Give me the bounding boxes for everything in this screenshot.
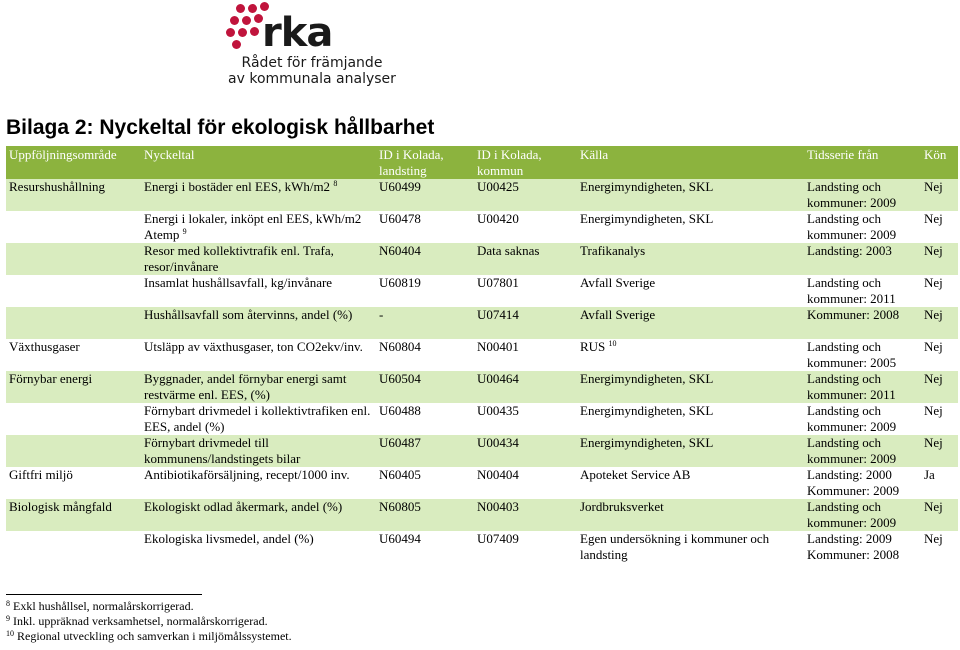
table-body	[6, 179, 958, 563]
cell-kpi: Antibiotikaförsäljning, recept/1000 inv.	[141, 467, 376, 499]
cell-id-landsting: N60405	[376, 467, 474, 499]
cell-gender: Nej	[921, 243, 958, 275]
cell-source: Apoteket Service AB	[577, 467, 804, 499]
cell-series: Landsting och kommuner: 2009	[804, 435, 921, 467]
cell-id-landsting: N60804	[376, 339, 474, 371]
cell-id-landsting: U60499	[376, 179, 474, 211]
cell-series: Landsting och kommuner: 2011	[804, 275, 921, 307]
table-row	[6, 531, 958, 563]
header-id-kommun: ID i Kolada, kommun	[474, 146, 577, 179]
header-gender: Kön	[921, 146, 958, 179]
cell-area	[6, 275, 141, 307]
cell-gender: Ja	[921, 467, 958, 499]
cell-kpi: Energi i lokaler, inköpt enl EES, kWh/m2 Atemp $^9$	[141, 211, 376, 243]
footnotes	[6, 599, 292, 644]
cell-gender: Nej	[921, 371, 958, 403]
cell-id-kommun: Data saknas	[474, 243, 577, 275]
cell-source: Jordbruksverket	[577, 499, 804, 531]
cell-source: RUS $^{10}$	[577, 339, 804, 371]
cell-kpi: Byggnader, andel förnybar energi samt restvärme enl. EES, (%)	[141, 371, 376, 403]
cell-id-kommun: U07414	[474, 307, 577, 339]
table-row	[6, 499, 958, 531]
header-id-landsting: ID i Kolada, landsting	[376, 146, 474, 179]
cell-series: Landsting och kommuner: 2005	[804, 339, 921, 371]
cell-series: Landsting och kommuner: 2009	[804, 499, 921, 531]
cell-area	[6, 211, 141, 243]
header-kpi: Nyckeltal	[141, 146, 376, 179]
page-title: Bilaga 2: Nyckeltal för ekologisk hållbarhet	[6, 116, 435, 139]
cell-id-kommun: U00425	[474, 179, 577, 211]
footnote-ref: 10	[608, 339, 617, 348]
cell-series: Landsting: 2000 Kommuner: 2009	[804, 467, 921, 499]
footnote: $^8$ Exkl hushållsel, normalårskorrigerad.	[6, 599, 194, 613]
cell-gender: Nej	[921, 275, 958, 307]
cell-kpi: Ekologiskt odlad åkermark, andel (%)	[141, 499, 376, 531]
cell-series: Landsting och kommuner: 2011	[804, 371, 921, 403]
cell-id-landsting: U60494	[376, 531, 474, 563]
cell-series: Landsting och kommuner: 2009	[804, 179, 921, 211]
cell-kpi: Utsläpp av växthusgaser, ton CO2ekv/inv.	[141, 339, 376, 371]
cell-id-landsting: -	[376, 307, 474, 339]
cell-area	[6, 243, 141, 275]
header-source: Källa	[577, 146, 804, 179]
table-header-row	[6, 146, 958, 179]
cell-area: Giftfri miljö	[6, 467, 141, 499]
cell-gender: Nej	[921, 499, 958, 531]
cell-id-kommun: U00420	[474, 211, 577, 243]
cell-area: Biologisk mångfald	[6, 499, 141, 531]
cell-area	[6, 307, 141, 339]
cell-source: Energimyndigheten, SKL	[577, 371, 804, 403]
cell-area	[6, 435, 141, 467]
cell-kpi: Ekologiska livsmedel, andel (%)	[141, 531, 376, 563]
footnote-ref: 9	[182, 227, 187, 236]
cell-id-kommun: U07409	[474, 531, 577, 563]
cell-gender: Nej	[921, 211, 958, 243]
cell-gender: Nej	[921, 339, 958, 371]
footnote-ref: 8	[333, 179, 338, 188]
logo-wordmark: rka	[262, 10, 333, 56]
cell-id-kommun: N00403	[474, 499, 577, 531]
cell-series: Landsting: 2003	[804, 243, 921, 275]
cell-id-landsting: N60805	[376, 499, 474, 531]
cell-id-kommun: U00435	[474, 403, 577, 435]
cell-id-kommun: U00434	[474, 435, 577, 467]
cell-id-kommun: N00401	[474, 339, 577, 371]
cell-series: Landsting och kommuner: 2009	[804, 211, 921, 243]
table-row	[6, 275, 958, 307]
cell-area	[6, 403, 141, 435]
cell-id-landsting: U60478	[376, 211, 474, 243]
cell-id-kommun: N00404	[474, 467, 577, 499]
cell-id-landsting: U60504	[376, 371, 474, 403]
logo-tagline-1: Rådet för främjande	[241, 55, 383, 71]
cell-series: Landsting: 2009 Kommuner: 2008	[804, 531, 921, 563]
table-row	[6, 403, 958, 435]
cell-gender: Nej	[921, 531, 958, 563]
cell-id-landsting: U60488	[376, 403, 474, 435]
cell-kpi: Insamlat hushållsavfall, kg/invånare	[141, 275, 376, 307]
table-row	[6, 243, 958, 275]
logo-tagline-2: av kommunala analyser	[228, 71, 396, 87]
header-series: Tidsserie från	[804, 146, 921, 179]
cell-series: Kommuner: 2008	[804, 307, 921, 339]
cell-source: Energimyndigheten, SKL	[577, 403, 804, 435]
cell-gender: Nej	[921, 435, 958, 467]
footnote-divider	[6, 594, 202, 595]
cell-source: Trafikanalys	[577, 243, 804, 275]
cell-source: Avfall Sverige	[577, 307, 804, 339]
table-row	[6, 467, 958, 499]
cell-kpi: Hushållsavfall som återvinns, andel (%)	[141, 307, 376, 339]
table-row	[6, 307, 958, 339]
table-row	[6, 211, 958, 243]
table-row	[6, 339, 958, 371]
table-row	[6, 371, 958, 403]
footnote: $^{10}$ Regional utveckling och samverkan i miljömålssystemet.	[6, 629, 292, 643]
cell-id-landsting: U60487	[376, 435, 474, 467]
cell-gender: Nej	[921, 307, 958, 339]
cell-area	[6, 531, 141, 563]
header-area: Uppföljningsområde	[6, 146, 141, 179]
cell-source: Egen undersökning i kommuner och landsting	[577, 531, 804, 563]
cell-gender: Nej	[921, 179, 958, 211]
table-row	[6, 179, 958, 211]
cell-kpi: Förnybart drivmedel i kollektivtrafiken enl. EES, andel (%)	[141, 403, 376, 435]
cell-id-kommun: U00464	[474, 371, 577, 403]
cell-id-landsting: N60404	[376, 243, 474, 275]
cell-source: Energimyndigheten, SKL	[577, 179, 804, 211]
rka-logo	[222, 0, 402, 90]
cell-source: Energimyndigheten, SKL	[577, 435, 804, 467]
cell-kpi: Förnybart drivmedel till kommunens/landstingets bilar	[141, 435, 376, 467]
cell-source: Avfall Sverige	[577, 275, 804, 307]
kpi-table	[6, 146, 958, 563]
cell-area: Växthusgaser	[6, 339, 141, 371]
cell-id-kommun: U07801	[474, 275, 577, 307]
cell-series: Landsting och kommuner: 2009	[804, 403, 921, 435]
cell-id-landsting: U60819	[376, 275, 474, 307]
footnote: $^9$ Inkl. uppräknad verksamhetsel, normalårskorrigerad.	[6, 614, 268, 628]
cell-kpi: Resor med kollektivtrafik enl. Trafa, resor/invånare	[141, 243, 376, 275]
cell-kpi: Energi i bostäder enl EES, kWh/m2 $^8$	[141, 179, 376, 211]
table-row	[6, 435, 958, 467]
cell-gender: Nej	[921, 403, 958, 435]
cell-area: Resurshushållning	[6, 179, 141, 211]
cell-area: Förnybar energi	[6, 371, 141, 403]
cell-source: Energimyndigheten, SKL	[577, 211, 804, 243]
